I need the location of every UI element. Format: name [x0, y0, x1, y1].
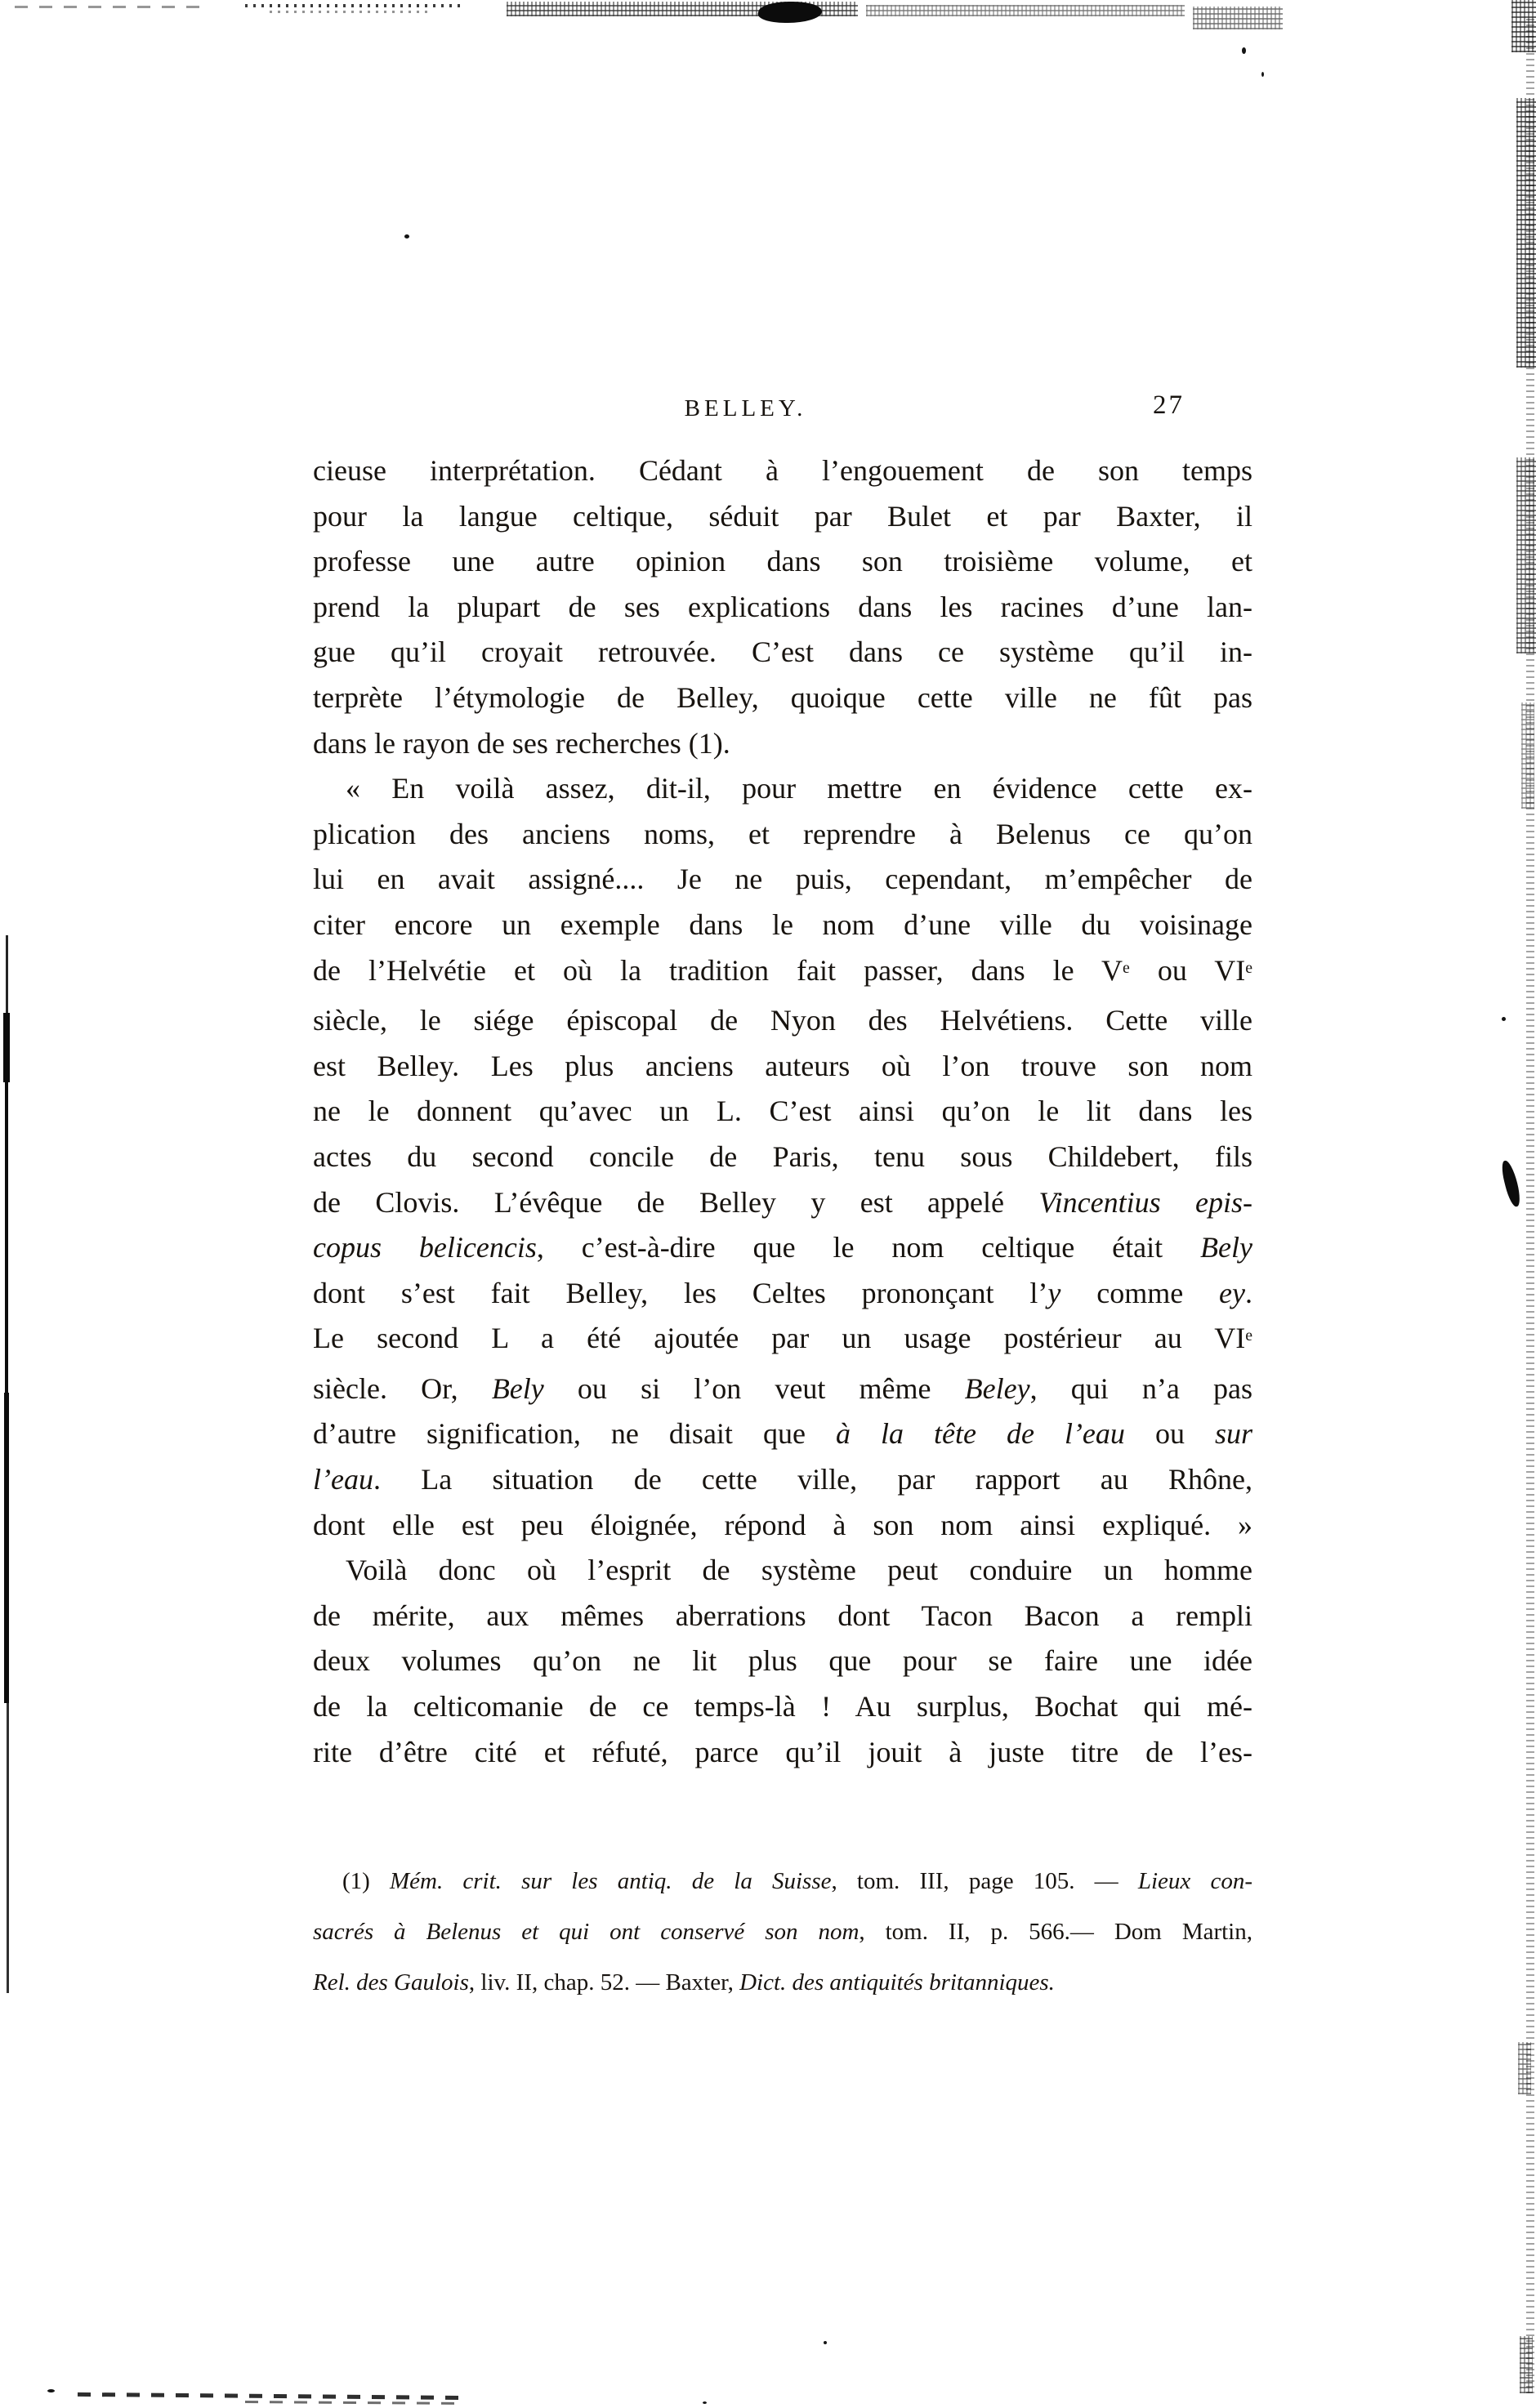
text-run: dont s’est fait Belley, les Celtes prononçant l’ [313, 1276, 1048, 1309]
italic-run: y [1047, 1276, 1061, 1309]
scan-noise-right-dense2 [1516, 457, 1536, 653]
text-line [313, 1503, 1252, 1549]
text-line [313, 1135, 1252, 1180]
text-run: , c’est-à-dire que le nom celtique était [536, 1231, 1201, 1264]
text-run: de l’Helvétie et où la tradition fait passer, dans le V [313, 953, 1123, 987]
italic-run: sur [1214, 1417, 1252, 1451]
text-run: , liv. II, chap. 52. — Baxter, [468, 1969, 740, 1996]
text-line [313, 948, 1252, 999]
scan-speck-bottom-a [47, 2389, 55, 2392]
scan-noise-right-bottom [1520, 2336, 1533, 2393]
text-run: gue qu’il croyait retrouvée. C’est dans ce système qu’il in- [313, 635, 1252, 669]
scan-speck-1 [404, 234, 409, 239]
text-run: siècle. Or, [313, 1371, 492, 1405]
text-run: pour la langue celtique, séduit par Bulet et par Baxter, il [313, 499, 1252, 533]
text-run: citer encore un exemple dans le nom d’une ville du voisinage [313, 907, 1252, 941]
text-run: plication des anciens noms, et reprendre à Belenus ce qu’on [313, 817, 1252, 850]
text-line [313, 721, 1252, 767]
text-line [313, 1411, 1252, 1457]
text-line [313, 1316, 1252, 1367]
superscript-run: e [1245, 1327, 1252, 1345]
text-run: actes du second concile de Paris, tenu sous Childebert, fils [313, 1139, 1252, 1173]
text-run: de la celticomanie de ce temps-là ! Au surplus, Bochat qui mé- [313, 1690, 1252, 1724]
scan-noise-right-low [1518, 2042, 1531, 2094]
italic-run: à la tête de l’eau [835, 1417, 1125, 1451]
scan-speck-3 [1242, 47, 1246, 54]
italic-run: Dict. des antiquités britanniques. [739, 1969, 1055, 1996]
text-line [313, 903, 1252, 948]
body-text [313, 448, 1252, 1775]
page-number: 27 [1153, 390, 1185, 420]
text-run: de Clovis. L’évêque de Belley y est appelé [313, 1185, 1039, 1219]
scan-fold-line-2 [3, 1013, 10, 1082]
text-run: « En voilà assez, dit-il, pour mettre en évidence cette ex- [346, 772, 1252, 805]
text-run: cieuse interprétation. Cédant à l’engouement de son temps [313, 454, 1252, 487]
superscript-run: e [1123, 958, 1130, 977]
text-run: comme [1060, 1276, 1220, 1309]
paragraph [313, 448, 1252, 766]
italic-run: copus belicencis [313, 1231, 537, 1264]
text-run: deux volumes qu’on ne lit plus que pour se faire une idée [313, 1644, 1252, 1678]
text-line [313, 1089, 1252, 1135]
text-line [313, 1639, 1252, 1684]
page-title: BELLEY. [684, 395, 807, 421]
text-line [313, 1730, 1252, 1776]
footnote [313, 1856, 1252, 2008]
text-line [313, 1225, 1252, 1271]
text-run: prend la plupart de ses explications dans les racines d’une lan- [313, 590, 1252, 623]
scan-fold-line-3 [5, 1082, 8, 1393]
text-run: de mérite, aux mêmes aberrations dont Tacon Bacon a rempli [313, 1599, 1252, 1632]
scan-noise-right-dense3 [1521, 702, 1534, 809]
text-run: d’autre signification, ne disait que [313, 1417, 836, 1451]
italic-run: sacrés à Belenus et qui ont conservé son nom [313, 1919, 860, 1945]
text-run: terprète l’étymologie de Belley, quoique cette ville ne fût pas [313, 680, 1252, 714]
italic-run: Mém. crit. sur les antiq. de la Suisse [389, 1868, 832, 1894]
scan-noise-top-blob [755, 2, 825, 23]
italic-run: Lieux con- [1137, 1868, 1252, 1894]
italic-run: l’eau [313, 1463, 373, 1496]
text-run: , tom. II, p. 566.— Dom Martin, [859, 1919, 1252, 1945]
text-line [313, 766, 1252, 812]
scan-noise-right-strip [1526, 16, 1534, 2393]
text-run: siècle, le siége épiscopal de Nyon des Helvétiens. Cette ville [313, 1004, 1252, 1037]
italic-run: Vincentius epis- [1038, 1185, 1252, 1219]
text-line [313, 998, 1252, 1044]
scan-noise-bottom-line [78, 2392, 470, 2400]
text-line [313, 1957, 1252, 2008]
text-line [313, 494, 1252, 540]
text-run: ou si l’on veut même [543, 1371, 965, 1405]
italic-run: Rel. des Gaulois [313, 1969, 469, 1996]
text-line [313, 1457, 1252, 1503]
scan-speck-bottom-b [703, 2401, 707, 2404]
text-line [313, 585, 1252, 631]
text-line [313, 1856, 1252, 1906]
text-run: . [1245, 1276, 1252, 1309]
text-line [313, 812, 1252, 858]
scan-noise-top-left [15, 6, 203, 8]
text-line [313, 1367, 1252, 1412]
scan-noise-top-d [1193, 7, 1283, 29]
text-run: lui en avait assigné.... Je ne puis, cependant, m’empêcher de [313, 863, 1252, 896]
text-run: Le second L a été ajoutée par un usage postérieur au VI [313, 1322, 1246, 1355]
text-run: rite d’être cité et réfuté, parce qu’il jouit à juste titre de l’es- [313, 1735, 1252, 1768]
superscript-run: e [1245, 958, 1253, 977]
text-run: dans le rayon de ses recherches (1). [313, 726, 730, 760]
text-line [313, 1684, 1252, 1730]
italic-run: Beley [964, 1371, 1030, 1405]
scan-fold-line-4 [4, 1393, 9, 1703]
text-run: ne le donnent qu’avec un L. C’est ainsi qu’on le lit dans les [313, 1095, 1252, 1128]
text-line [313, 857, 1252, 903]
text-run: , qui n’a pas [1029, 1371, 1252, 1405]
scan-speck-5 [1502, 1017, 1506, 1021]
paragraph [313, 1548, 1252, 1775]
scan-fold-line-1 [6, 935, 8, 1017]
scan-noise-top-b [507, 2, 858, 16]
scan-fold-line-5 [7, 1703, 9, 1993]
scan-noise-top-c [866, 5, 1185, 16]
text-run: ou [1124, 1417, 1215, 1451]
text-run: , tom. III, page 105. — [831, 1868, 1138, 1894]
text-run: ou VI [1129, 953, 1246, 987]
italic-run: Bely [1200, 1231, 1252, 1264]
text-run: est Belley. Les plus anciens auteurs où l’on trouve son nom [313, 1049, 1252, 1082]
text-line [313, 676, 1252, 721]
text-line [313, 1271, 1252, 1317]
scan-speck-2 [824, 2341, 827, 2344]
scan-noise-right-dense1 [1516, 98, 1536, 368]
running-head [298, 390, 1238, 431]
scan-noise-bottom-line2 [245, 2401, 466, 2405]
text-line [313, 630, 1252, 676]
text-run: professe une autre opinion dans son troisième volume, et [313, 545, 1252, 578]
text-run: . La situation de cette ville, par rapport au Rhône, [373, 1463, 1252, 1496]
text-line [313, 1906, 1252, 1957]
scan-speck-4 [1261, 72, 1264, 77]
paragraph [313, 766, 1252, 1548]
text-line [313, 1594, 1252, 1639]
text-line [313, 1180, 1252, 1226]
text-line [313, 1548, 1252, 1594]
text-line [313, 539, 1252, 585]
text-run: (1) [342, 1868, 390, 1894]
text-run: Voilà donc où l’esprit de système peut conduire un homme [346, 1554, 1252, 1587]
text-run: dont elle est peu éloignée, répond à son nom ainsi expliqué. » [313, 1508, 1252, 1541]
scan-noise-right-blob [1499, 1159, 1523, 1208]
italic-run: Bely [491, 1371, 544, 1405]
italic-run: ey [1219, 1276, 1245, 1309]
scan-noise-top-a2 [270, 11, 433, 13]
scan-noise-top-a [245, 4, 466, 7]
text-line [313, 1044, 1252, 1090]
scan-noise-top-corner [1511, 0, 1536, 52]
text-line [313, 448, 1252, 494]
